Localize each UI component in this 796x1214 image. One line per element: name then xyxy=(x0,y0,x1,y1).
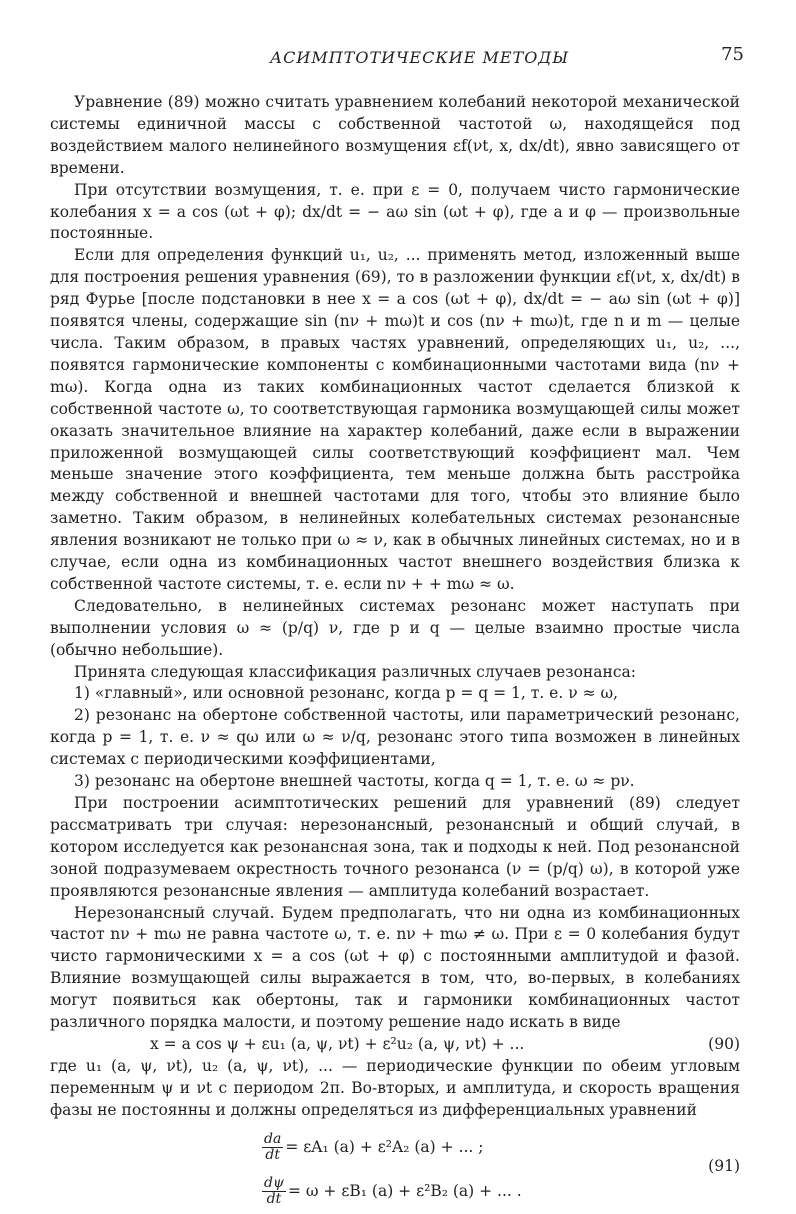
equation-rhs: = εA₁ (a) + ε²A₂ (a) + ... ; xyxy=(285,1137,484,1156)
paragraph: Уравнение (89) можно считать уравнением колебаний некоторой механической системы единичной массы с собственной частотой ω, находящейся под воздействием малого нелинейного возмущения εf(νt, x, dx/dt), явно зависящего от времени. xyxy=(50,93,740,177)
fraction xyxy=(262,1176,286,1207)
equation-91-dpsi xyxy=(260,1170,740,1214)
paragraph: где u₁ (a, ψ, νt), u₂ (a, ψ, νt), ... — периодические функции по обеим угловым переменным ψ и νt с периодом 2π. Во-вторых, и амплитуда, и скорость вращения фазы не постоянны и должны определяться из дифференциальных уравнений xyxy=(50,1056,740,1119)
page-number: 75 xyxy=(721,44,744,65)
equation-91-label: (91) xyxy=(708,1156,740,1175)
equation-rhs: = ω + εB₁ (a) + ε²B₂ (a) + ... . xyxy=(287,1181,522,1200)
body-text xyxy=(50,92,740,1214)
fraction xyxy=(262,1132,283,1163)
numerator: dψ xyxy=(264,1175,284,1192)
paragraph: Следовательно, в нелинейных системах резонанс может наступать при выполнении условия ω ≈ (p/q) ν, где p и q — целые взаимно простые числа (обычно небольшие). xyxy=(50,596,740,659)
denominator: dt xyxy=(265,1147,280,1164)
equation-system-91 xyxy=(50,1126,740,1214)
equation-91-da xyxy=(260,1126,740,1170)
paragraph: Нерезонансный случай. Будем предполагать, что ни одна из комбинационных частот nν + mω не равна частоте ω, т. е. nν + mω ≠ ω. При ε = 0 колебания будут чисто гармоническими x = a cos (ωt + φ) с постоянными амплитудой и фазой. Влияние возмущающей силы выражается в том, что, во-первых, в колебаниях могут появиться как обертоны, так и гармоники комбинационных частот различного порядка малости, и поэтому решение надо искать в виде xyxy=(50,903,740,1032)
paragraph: Принята следующая классификация различных случаев резонанса: xyxy=(74,662,636,681)
list-item: 3) резонанс на обертоне внешней частоты, когда q = 1, т. е. ω ≈ pν. xyxy=(74,772,635,791)
equation-90-label: (90) xyxy=(708,1034,740,1053)
paragraph: Если для определения функций u₁, u₂, ... применять метод, изложенный выше для построения решения уравнения (69), то в разложении функции εf(νt, x, dx/dt) в ряд Фурье [после подстановки в нее x = a cos (ωt + φ), dx/dt = − aω sin (ωt + φ)] появятся члены, содержащие sin (nν + mω)t и cos (nν + mω)t, где n и m — целые числа. Таким образом, в правых частях уравнений, определяющих u₁, u₂, ..., появятся гармонические компоненты с комбинационными частотами вида (nν + mω). Когда одна из таких комбинационных частот сделается близкой к собственной частоте ω, то соответствующая гармоника возмущающей силы может оказать значительное влияние на характер колебаний, даже если в выражении приложенной возмущающей силы соответствующий коэффициент мал. Чем меньше значение этого коэффициента, тем меньше должна быть расстройка между собственной и внешней частотами для того, чтобы это влияние было заметно. Таким образом, в нелинейных колебательных системах резонансные явления возникают не только при ω ≈ ν, как в обычных линейных системах, но и в случае, если одна из комбинационных частот внешнего воздействия близка к собственной частоте системы, т. е. если nν + + mω ≈ ω. xyxy=(50,246,740,593)
equation-90-body: x = a cos ψ + εu₁ (a, ψ, νt) + ε²u₂ (a, ψ, νt) + ... xyxy=(150,1034,525,1053)
equation-90 xyxy=(50,1034,740,1056)
running-header: АСИМПТОТИЧЕСКИЕ МЕТОДЫ xyxy=(270,48,570,67)
paragraph: При построении асимптотических решений для уравнений (89) следует рассматривать три случая: нерезонансный, резонансный и общий случай, в котором исследуется как резонансная зона, так и подходы к ней. Под резонансной зоной подразумеваем окрестность точного резонанса (ν = (p/q) ω), в которой уже проявляются резонансные явления — амплитуда колебаний возрастает. xyxy=(50,794,740,900)
list-item: 1) «главный», или основной резонанс, когда p = q = 1, т. е. ν ≈ ω, xyxy=(74,684,619,703)
paragraph: При отсутствии возмущения, т. е. при ε = 0, получаем чисто гармонические колебания x = a cos (ωt + φ); dx/dt = − aω sin (ωt + φ), где a и φ — произвольные постоянные. xyxy=(50,180,740,243)
numerator: da xyxy=(264,1131,282,1148)
denominator: dt xyxy=(266,1191,282,1208)
list-item: 2) резонанс на обертоне собственной частоты, или параметрический резонанс, когда p = 1, т. е. ν ≈ qω или ω ≈ ν/q, резонанс этого типа возможен в линейных системах с периодическими коэффициентами, xyxy=(50,706,740,769)
